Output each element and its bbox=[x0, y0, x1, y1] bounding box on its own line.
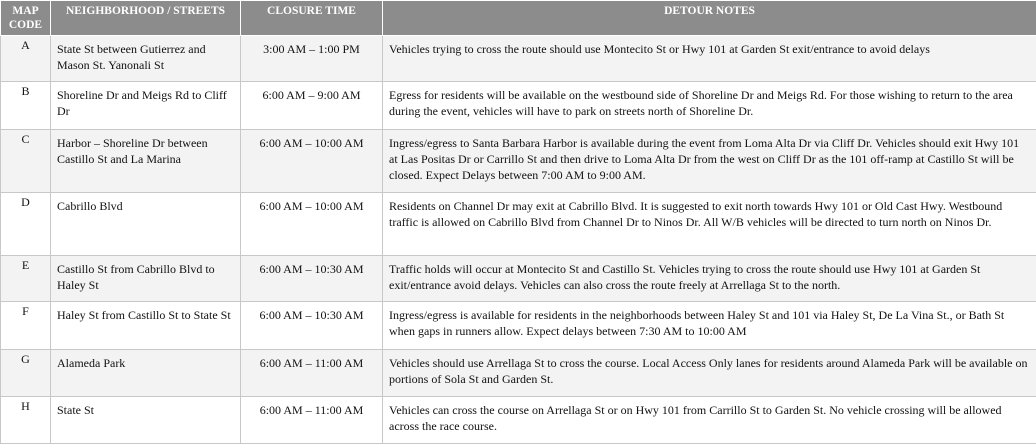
map-code-cell: A bbox=[1, 36, 51, 82]
street-cell: Castillo St from Cabrillo Blvd to Haley St bbox=[51, 256, 241, 302]
closure-time-cell: 6:00 AM – 10:30 AM bbox=[241, 256, 383, 302]
map-code-cell: D bbox=[1, 193, 51, 256]
closure-time-cell: 6:00 AM – 9:00 AM bbox=[241, 82, 383, 130]
detour-notes-cell: Vehicles can cross the course on Arrellaga St or on Hwy 101 from Carrillo St to Garden St. No vehicle crossing will be allowed across the race course. bbox=[383, 397, 1036, 444]
header-map-code: MAP CODE bbox=[1, 1, 51, 36]
table-row bbox=[1, 82, 1036, 130]
closure-time-cell: 6:00 AM – 11:00 AM bbox=[241, 397, 383, 444]
street-cell: State St between Gutierrez and Mason St. Yanonali St bbox=[51, 36, 241, 82]
table-row bbox=[1, 256, 1036, 302]
table-row bbox=[1, 193, 1036, 256]
map-code-cell: G bbox=[1, 350, 51, 397]
table-row bbox=[1, 350, 1036, 397]
closure-time-cell: 3:00 AM – 1:00 PM bbox=[241, 36, 383, 82]
header-neighborhood: NEIGHBORHOOD / STREETS bbox=[51, 1, 241, 36]
detour-notes-cell: Vehicles should use Arrellaga St to cross the course. Local Access Only lanes for residents around Alameda Park will be available on portions of Sola St and Garden St. bbox=[383, 350, 1036, 397]
street-cell: Haley St from Castillo St to State St bbox=[51, 302, 241, 350]
table-row bbox=[1, 397, 1036, 444]
detour-notes-cell: Vehicles trying to cross the route should use Montecito St or Hwy 101 at Garden St exit/entrance to avoid delays bbox=[383, 36, 1036, 82]
map-code-cell: B bbox=[1, 82, 51, 130]
detour-notes-cell: Residents on Channel Dr may exit at Cabrillo Blvd. It is suggested to exit north towards Hwy 101 or Old Cast Hwy. Westbound traffic is allowed on Cabrillo Blvd from Channel Dr to Ninos Dr. All W/B vehicles will be directed to turn north on Ninos Dr. bbox=[383, 193, 1036, 256]
header-closure-time: CLOSURE TIME bbox=[241, 1, 383, 36]
closure-time-cell: 6:00 AM – 10:30 AM bbox=[241, 302, 383, 350]
street-cell: Cabrillo Blvd bbox=[51, 193, 241, 256]
header-detour-notes: DETOUR NOTES bbox=[383, 1, 1036, 36]
table-row bbox=[1, 130, 1036, 193]
street-cell: State St bbox=[51, 397, 241, 444]
map-code-cell: C bbox=[1, 130, 51, 193]
closure-time-cell: 6:00 AM – 10:00 AM bbox=[241, 193, 383, 256]
closure-time-cell: 6:00 AM – 10:00 AM bbox=[241, 130, 383, 193]
detour-notes-cell: Ingress/egress to Santa Barbara Harbor is available during the event from Loma Alta Dr via Cliff Dr. Vehicles should exit Hwy 101 at Las Positas Dr or Carrillo St and then drive to Loma Alta Dr from the west on Cliff Dr as the 101 off-ramp at Castillo St will be closed. Expect Delays between 7:00 AM to 9:00 AM. bbox=[383, 130, 1036, 193]
closure-time-cell: 6:00 AM – 11:00 AM bbox=[241, 350, 383, 397]
table-header-row bbox=[1, 1, 1036, 36]
detour-notes-cell: Traffic holds will occur at Montecito St and Castillo St. Vehicles trying to cross the route should use Hwy 101 at Garden St exit/entrance avoid delays. Vehicles can also cross the route freely at Arrellaga St to the north. bbox=[383, 256, 1036, 302]
detour-notes-cell: Egress for residents will be available on the westbound side of Shoreline Dr and Meigs Rd. For those wishing to return to the area during the event, vehicles will have to park on streets north of Shoreline Dr. bbox=[383, 82, 1036, 130]
street-cell: Shoreline Dr and Meigs Rd to Cliff Dr bbox=[51, 82, 241, 130]
map-code-cell: E bbox=[1, 256, 51, 302]
street-cell: Alameda Park bbox=[51, 350, 241, 397]
map-code-cell: H bbox=[1, 397, 51, 444]
table-row bbox=[1, 302, 1036, 350]
map-code-cell: F bbox=[1, 302, 51, 350]
street-cell: Harbor – Shoreline Dr between Castillo St and La Marina bbox=[51, 130, 241, 193]
detour-notes-cell: Ingress/egress is available for residents in the neighborhoods between Haley St and 101 via Haley St, De La Vina St., or Bath St when gaps in runners allow. Expect delays between 7:30 AM to 10:00 AM bbox=[383, 302, 1036, 350]
table-row bbox=[1, 36, 1036, 82]
